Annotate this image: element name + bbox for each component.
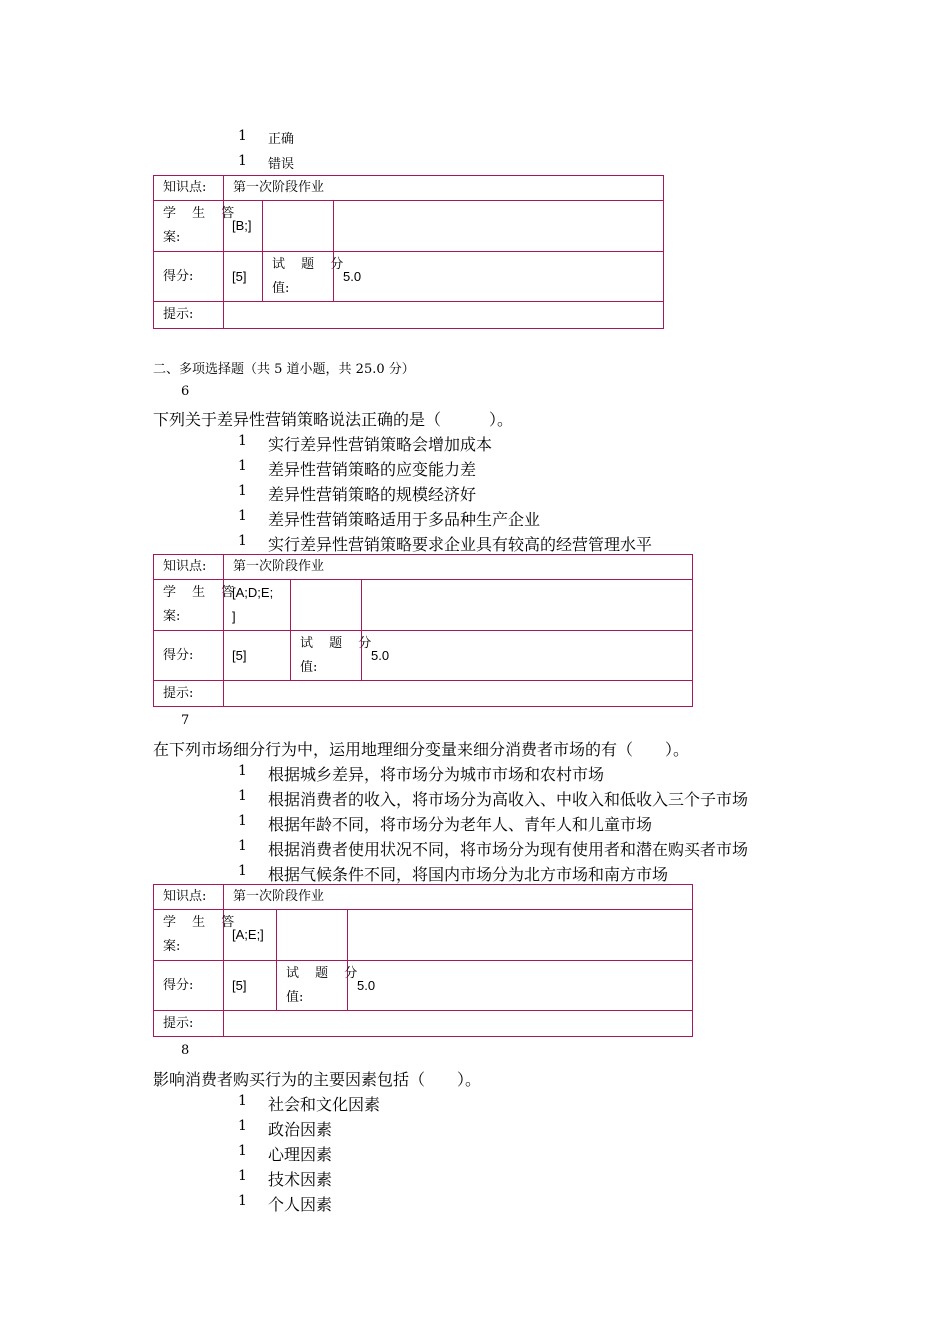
score-label: 得分: bbox=[154, 961, 224, 1011]
option-text[interactable]: 实行差异性营销策略要求企业具有较高的经营管理水平 bbox=[268, 535, 653, 554]
hint-value bbox=[224, 1011, 693, 1037]
score-label: 得分: bbox=[154, 252, 224, 302]
question-number: 6 bbox=[181, 384, 190, 399]
option-marker: 1 bbox=[238, 483, 247, 499]
option-marker: 1 bbox=[238, 1168, 247, 1184]
empty-cell bbox=[334, 201, 664, 252]
empty-cell bbox=[263, 201, 334, 252]
knowledge-point-value: 第一次阶段作业 bbox=[224, 885, 693, 910]
points-label: 试 题 分 值: bbox=[291, 631, 362, 681]
option-marker: 1 bbox=[238, 863, 247, 879]
option-text[interactable]: 社会和文化因素 bbox=[268, 1095, 381, 1114]
student-answer-label: 学 生 答 案: bbox=[154, 910, 224, 961]
option-marker: 1 bbox=[238, 458, 247, 474]
q5-info-table bbox=[153, 175, 664, 329]
option-marker: 1 bbox=[238, 788, 247, 804]
option-text[interactable]: 政治因素 bbox=[268, 1120, 333, 1139]
score-value: [5] bbox=[224, 252, 263, 302]
empty-cell bbox=[291, 580, 362, 631]
student-answer-label: 学 生 答 案: bbox=[154, 580, 224, 631]
points-label: 试 题 分 值: bbox=[277, 961, 348, 1011]
option-marker: 1 bbox=[238, 508, 247, 524]
option-text[interactable]: 根据消费者的收入，将市场分为高收入、中收入和低收入三个子市场 bbox=[268, 790, 749, 809]
hint-label: 提示: bbox=[154, 681, 224, 707]
score-label: 得分: bbox=[154, 631, 224, 681]
option-marker: 1 bbox=[238, 128, 247, 144]
question-number: 7 bbox=[181, 713, 190, 728]
option-marker: 1 bbox=[238, 813, 247, 829]
option-marker: 1 bbox=[238, 533, 247, 549]
option-marker: 1 bbox=[238, 838, 247, 854]
option-text[interactable]: 个人因素 bbox=[268, 1195, 333, 1214]
option-text[interactable]: 根据年龄不同，将市场分为老年人、青年人和儿童市场 bbox=[268, 815, 653, 834]
hint-value bbox=[224, 302, 664, 329]
empty-cell bbox=[348, 910, 693, 961]
section-title: 二、多项选择题（共 5 道小题，共 25.0 分） bbox=[153, 362, 415, 377]
knowledge-point-value: 第一次阶段作业 bbox=[224, 555, 693, 580]
student-answer-value: [B;] bbox=[224, 201, 263, 252]
points-value: 5.0 bbox=[362, 631, 693, 681]
option-text[interactable]: 错误 bbox=[268, 157, 295, 172]
option-text[interactable]: 实行差异性营销策略会增加成本 bbox=[268, 435, 493, 454]
option-marker: 1 bbox=[238, 153, 247, 169]
option-text[interactable]: 根据城乡差异，将市场分为城市市场和农村市场 bbox=[268, 765, 605, 784]
knowledge-point-label: 知识点: bbox=[154, 176, 224, 201]
option-text[interactable]: 心理因素 bbox=[268, 1145, 333, 1164]
option-text[interactable]: 根据消费者使用状况不同，将市场分为现有使用者和潜在购买者市场 bbox=[268, 840, 749, 859]
option-text[interactable]: 根据气候条件不同，将国内市场分为北方市场和南方市场 bbox=[268, 865, 669, 884]
points-label: 试 题 分 值: bbox=[263, 252, 334, 302]
option-text[interactable]: 差异性营销策略适用于多品种生产企业 bbox=[268, 510, 541, 529]
score-value: [5] bbox=[224, 631, 291, 681]
empty-cell bbox=[277, 910, 348, 961]
option-text[interactable]: 差异性营销策略的应变能力差 bbox=[268, 460, 477, 479]
points-value: 5.0 bbox=[334, 252, 664, 302]
option-marker: 1 bbox=[238, 763, 247, 779]
student-answer-label: 学 生 答 案: bbox=[154, 201, 224, 252]
knowledge-point-label: 知识点: bbox=[154, 885, 224, 910]
question-text: 下列关于差异性营销策略说法正确的是（ ）。 bbox=[153, 410, 514, 429]
hint-label: 提示: bbox=[154, 302, 224, 329]
question-text: 影响消费者购买行为的主要因素包括（ ）。 bbox=[153, 1070, 482, 1089]
q7-info-table bbox=[153, 884, 693, 1037]
option-marker: 1 bbox=[238, 1118, 247, 1134]
student-answer-value: [A;D;E; ] bbox=[224, 580, 291, 631]
option-marker: 1 bbox=[238, 433, 247, 449]
option-text[interactable]: 差异性营销策略的规模经济好 bbox=[268, 485, 477, 504]
question-number: 8 bbox=[181, 1043, 190, 1058]
option-marker: 1 bbox=[238, 1143, 247, 1159]
q6-info-table bbox=[153, 554, 693, 707]
score-value: [5] bbox=[224, 961, 277, 1011]
empty-cell bbox=[362, 580, 693, 631]
hint-value bbox=[224, 681, 693, 707]
knowledge-point-label: 知识点: bbox=[154, 555, 224, 580]
knowledge-point-value: 第一次阶段作业 bbox=[224, 176, 664, 201]
student-answer-value: [A;E;] bbox=[224, 910, 277, 961]
option-marker: 1 bbox=[238, 1093, 247, 1109]
question-text: 在下列市场细分行为中，运用地理细分变量来细分消费者市场的有（ ）。 bbox=[153, 740, 690, 759]
option-marker: 1 bbox=[238, 1193, 247, 1209]
hint-label: 提示: bbox=[154, 1011, 224, 1037]
option-text[interactable]: 正确 bbox=[268, 132, 295, 147]
option-text[interactable]: 技术因素 bbox=[268, 1170, 333, 1189]
points-value: 5.0 bbox=[348, 961, 693, 1011]
